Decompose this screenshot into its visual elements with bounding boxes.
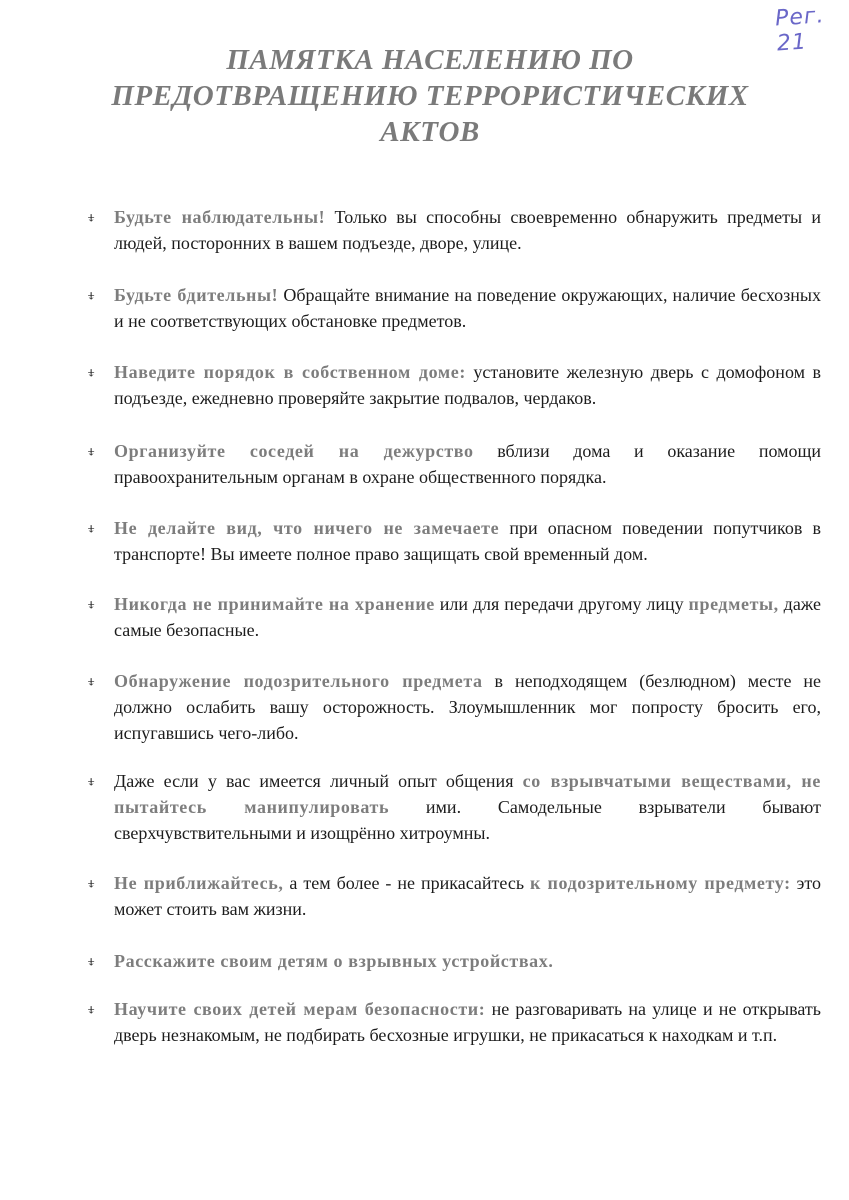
item-highlight: Обнаружение подозрительного предмета (114, 671, 483, 691)
list-item (86, 204, 821, 256)
item-highlight: Наведите порядок в собственном доме: (114, 362, 466, 382)
arrow-down-bullet-icon: ⍖ (86, 874, 97, 894)
item-text: вблизи дома и оказание помощи правоохранительным органам в охране общественного порядка. (114, 441, 821, 487)
title-line-3: АКТОВ (380, 116, 480, 148)
item-text: даже самые безопасные. (114, 594, 821, 640)
list-item (86, 282, 821, 334)
item-text: это может стоить вам жизни. (114, 873, 821, 919)
item-text: ими. Самодельные взрыватели бывают сверхчувствительными и изощрённо хитроумны. (114, 797, 821, 843)
list-item (86, 515, 821, 567)
page-title (60, 42, 800, 150)
arrow-down-bullet-icon: ⍖ (86, 286, 97, 306)
item-text: не разговаривать на улице и не открывать дверь незнакомым, не подбирать бесхозные игрушки, не прикасаться к находкам и т.п. (114, 999, 821, 1045)
arrow-down-bullet-icon: ⍖ (86, 442, 97, 462)
arrow-down-bullet-icon: ⍖ (86, 1000, 97, 1020)
item-highlight: Не приближайтесь, (114, 873, 284, 893)
item-highlight: предметы, (688, 594, 779, 614)
item-text: в неподходящем (безлюдном) месте не должно ослабить вашу осторожность. Злоумышленник мог попросту бросить его, испугавшись чего-либо. (114, 671, 821, 743)
list-item (86, 591, 821, 643)
item-highlight: Научите своих детей мерам безопасности: (114, 999, 486, 1019)
item-text: или для передачи другому лицу (434, 594, 689, 614)
item-highlight: Расскажите своим детям о взрывных устройствах. (114, 951, 554, 971)
item-text: а тем более - не прикасайтесь (283, 873, 530, 893)
item-text: Обращайте внимание на поведение окружающих, наличие бесхозных и не соответствующих обстановке предметов. (114, 285, 821, 331)
list-item (86, 438, 821, 490)
item-text: Только вы способны своевременно обнаружить предметы и людей, посторонних в вашем подъезде, дворе, улице. (114, 207, 821, 253)
title-line-2: ПРЕДОТВРАЩЕНИЮ ТЕРРОРИСТИЧЕСКИХ (111, 80, 749, 112)
list-item (86, 948, 821, 974)
advice-list (86, 204, 821, 1068)
item-text: при опасном поведении попутчиков в транспорте! Вы имеете полное право защищать свой временный дом. (114, 518, 821, 564)
arrow-down-bullet-icon: ⍖ (86, 672, 97, 692)
item-highlight: Будьте наблюдательны! (114, 207, 326, 227)
item-highlight: Будьте бдительны! (114, 285, 279, 305)
item-highlight: Не делайте вид, что ничего не замечаете (114, 518, 500, 538)
item-highlight: Никогда не принимайте на хранение (114, 594, 435, 614)
item-highlight: к подозрительному предмету: (530, 873, 791, 893)
item-text: Даже если у вас имеется личный опыт общения (114, 771, 523, 791)
arrow-down-bullet-icon: ⍖ (86, 519, 97, 539)
item-text: установите железную дверь с домофоном в подъезде, ежедневно проверяйте закрытие подвалов, чердаков. (114, 362, 821, 408)
list-item (86, 996, 821, 1048)
item-highlight: Организуйте соседей на дежурство (114, 441, 474, 461)
arrow-down-bullet-icon: ⍖ (86, 952, 97, 972)
arrow-down-bullet-icon: ⍖ (86, 208, 97, 228)
handwritten-registration-note: Рег. 21 (774, 3, 826, 57)
arrow-down-bullet-icon: ⍖ (86, 595, 97, 615)
list-item (86, 359, 821, 411)
arrow-down-bullet-icon: ⍖ (86, 772, 97, 792)
list-item (86, 668, 821, 746)
list-item (86, 870, 821, 922)
item-highlight: со взрывчатыми веществами, не пытайтесь манипулировать (114, 771, 821, 817)
arrow-down-bullet-icon: ⍖ (86, 363, 97, 383)
title-line-1: ПАМЯТКА НАСЕЛЕНИЮ ПО (226, 44, 634, 76)
list-item (86, 768, 821, 846)
